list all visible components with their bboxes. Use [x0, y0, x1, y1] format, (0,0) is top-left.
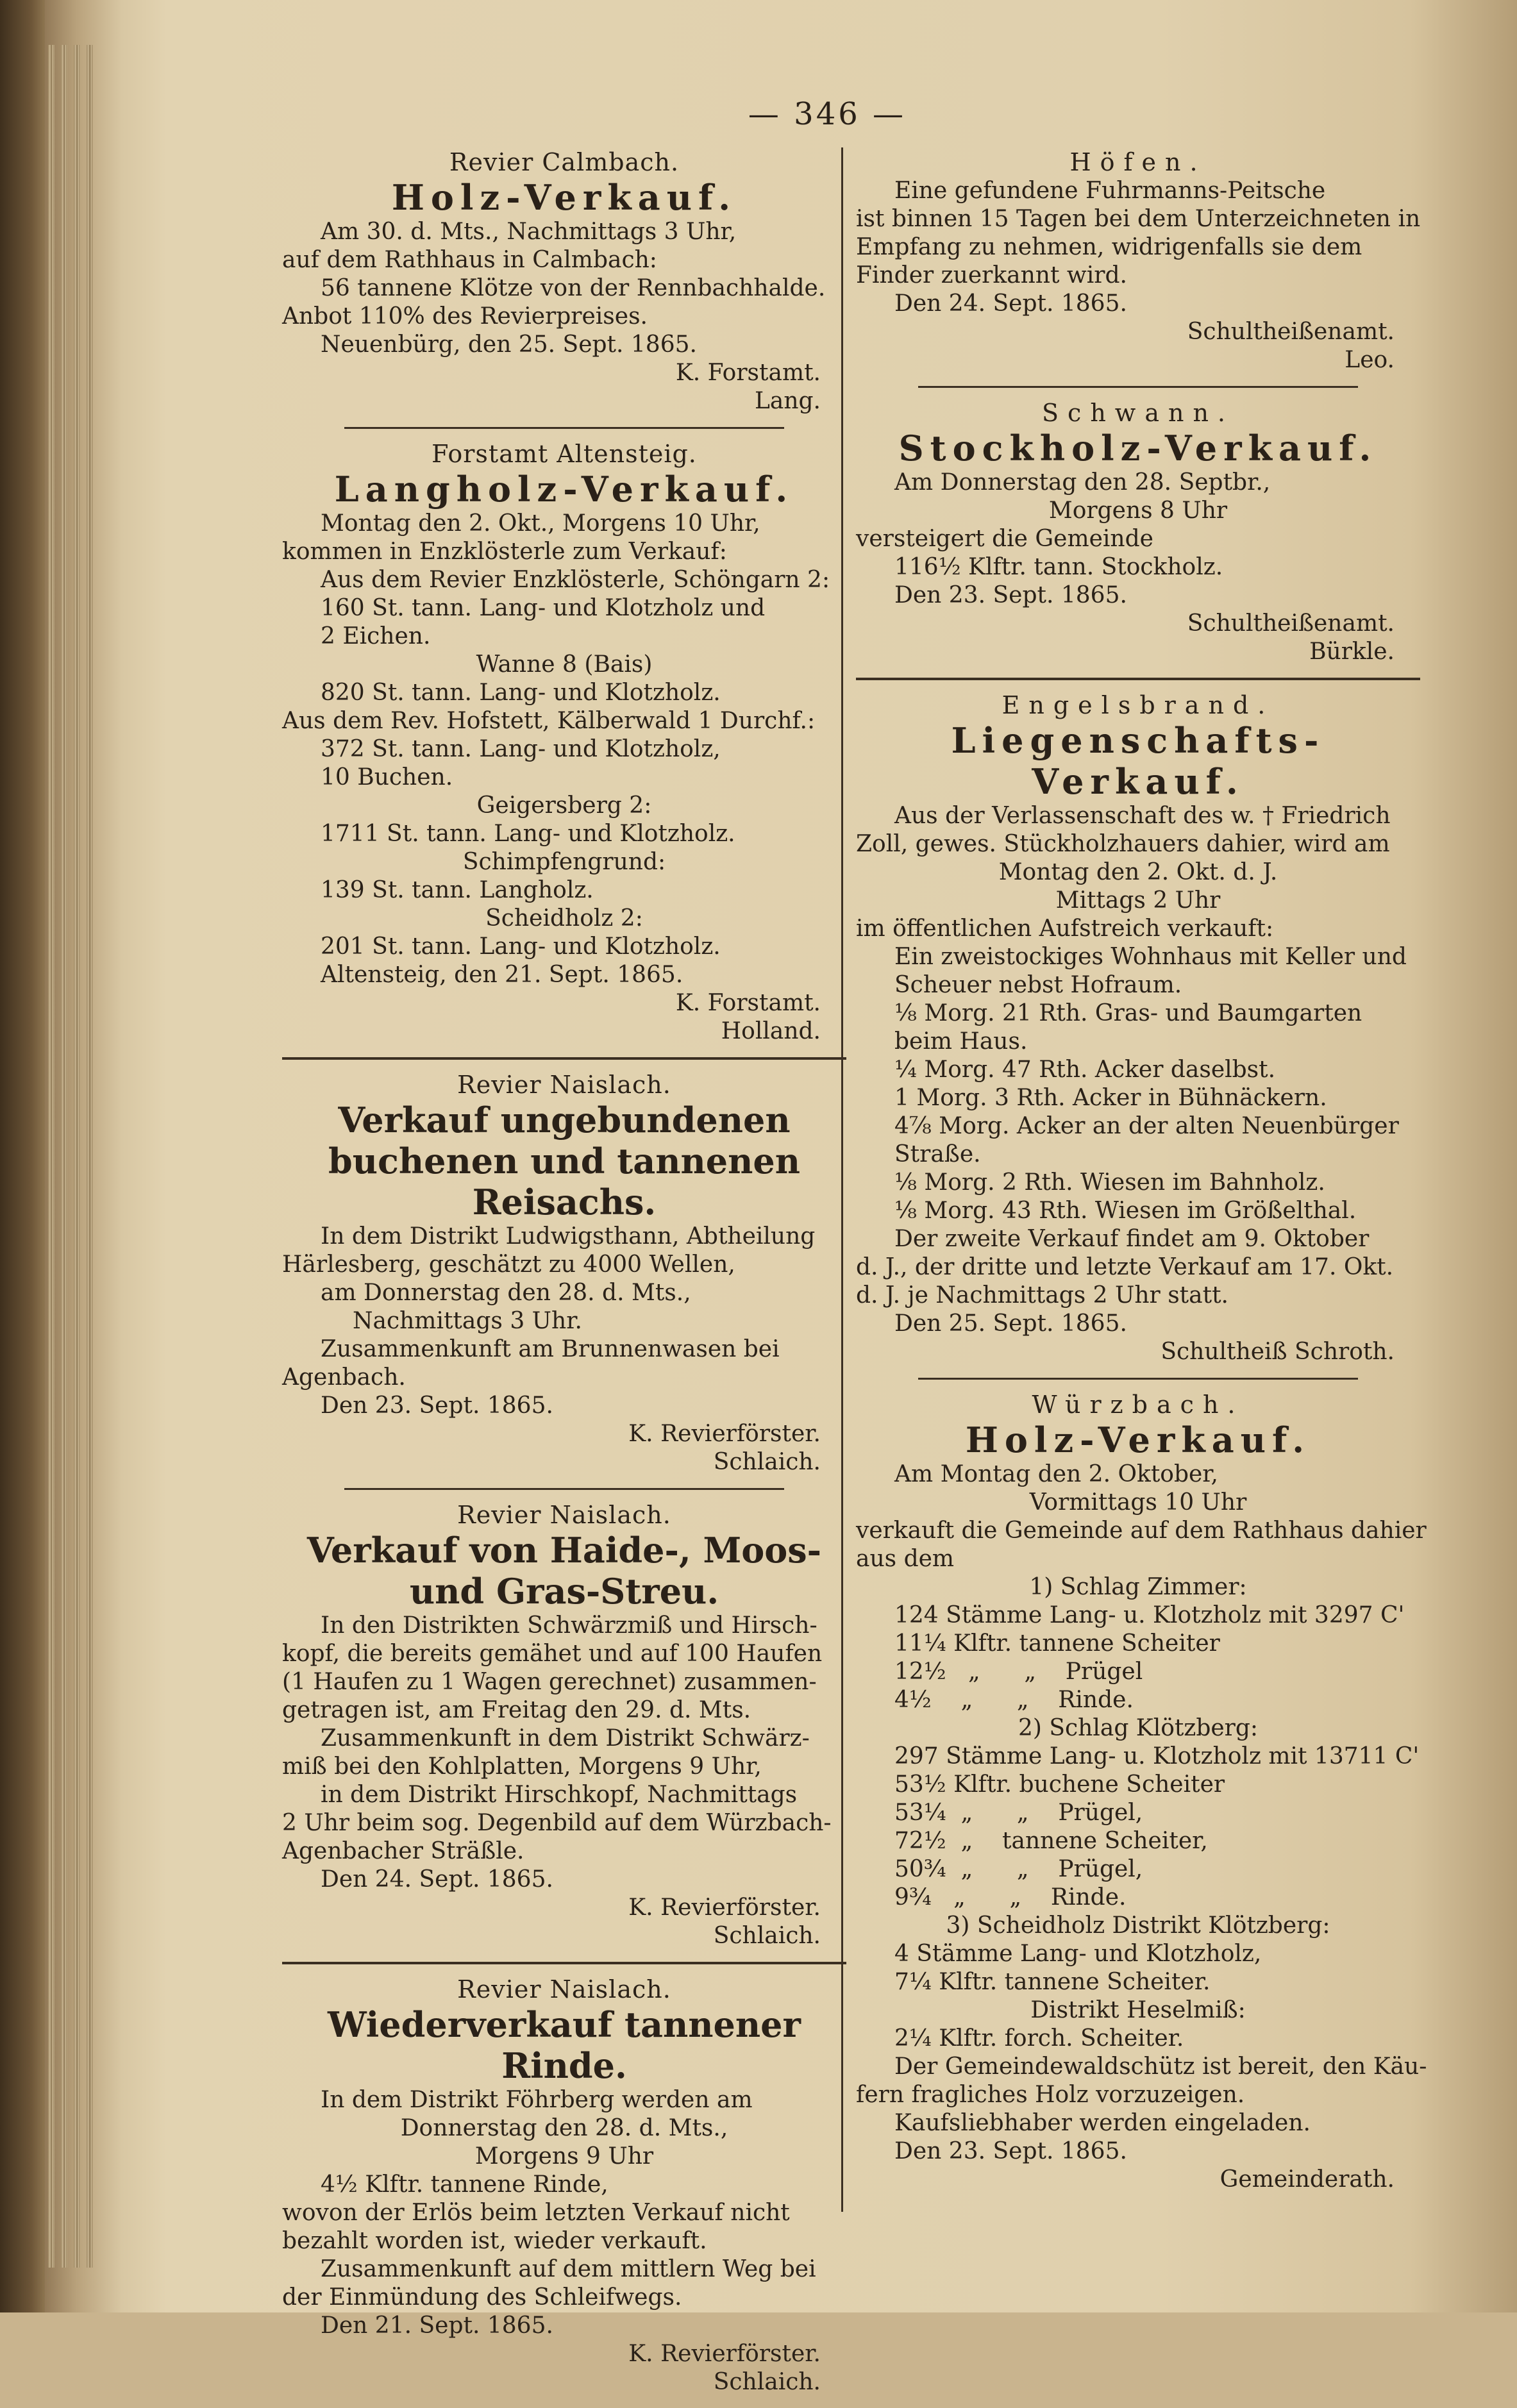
notice-line: Schlaich.	[713, 1923, 821, 1949]
notice-line: Schlaich.	[713, 2369, 821, 2395]
notice-line: 9¾ „ „ Rinde.	[894, 1884, 1127, 1911]
notice-line: bezahlt worden ist, wieder verkauft.	[282, 2228, 707, 2254]
notice-line: 53½ Klftr. buchene Scheiter	[894, 1771, 1225, 1798]
notice-line: Agenbach.	[282, 1364, 406, 1391]
notice-separator	[856, 678, 1420, 680]
notice-line: ist binnen 15 Tagen bei dem Unterzeichneten in	[856, 206, 1421, 232]
notice-line: 2 Eichen.	[321, 623, 431, 649]
notice-line: Schlaich.	[713, 1449, 821, 1475]
notice-location: Engelsbrand.	[1002, 691, 1275, 719]
notice-line: Distrikt Heselmiß:	[1030, 1997, 1246, 2023]
notice-line: Holland.	[721, 1018, 821, 1044]
notice-location: Schwann.	[1042, 399, 1234, 427]
notice-line: Zusammenkunft am Brunnenwasen bei	[321, 1336, 780, 1362]
notice-heading: Stockholz-Verkauf.	[898, 428, 1378, 469]
notice-line: Gemeinderath.	[1219, 2166, 1395, 2193]
notice-line: 124 Stämme Lang- u. Klotzholz mit 3297 C'	[894, 1602, 1405, 1628]
notice-separator	[282, 1962, 846, 1964]
notice-separator	[282, 1057, 846, 1060]
notice-line: Den 24. Sept. 1865.	[321, 1866, 553, 1893]
notice-line: Den 23. Sept. 1865.	[894, 582, 1127, 608]
notice-line: 1711 St. tann. Lang- und Klotzholz.	[321, 821, 735, 847]
page-number: — 346 —	[748, 96, 907, 132]
notice-line: 2 Uhr beim sog. Degenbild auf dem Würzbach-	[282, 1810, 832, 1836]
notice-line: 4½ „ „ Rinde.	[894, 1687, 1134, 1713]
notice-line: 160 St. tann. Lang- und Klotzholz und	[321, 595, 766, 621]
notice-line: Härlesberg, geschätzt zu 4000 Wellen,	[282, 1251, 735, 1278]
notice-line: Scheuer nebst Hofraum.	[894, 972, 1182, 998]
notice-line: Neuenbürg, den 25. Sept. 1865.	[321, 331, 697, 358]
notice-line: 2) Schlag Klötzberg:	[1018, 1715, 1259, 1741]
notice-line: Den 23. Sept. 1865.	[894, 2138, 1127, 2164]
notice-line: Agenbacher Sträßle.	[282, 1838, 524, 1864]
notice	[856, 147, 1420, 374]
right-column	[856, 147, 1427, 2205]
notice-line: Altensteig, den 21. Sept. 1865.	[321, 962, 683, 988]
notice-line: beim Haus.	[894, 1028, 1028, 1055]
notice-line: Empfang zu nehmen, widrigenfalls sie dem	[856, 234, 1362, 260]
notice-line: Straße.	[894, 1141, 981, 1167]
notice-line: Finder zuerkannt wird.	[856, 262, 1127, 288]
notice-line: ¼ Morg. 47 Rth. Acker daselbst.	[894, 1057, 1276, 1083]
notice-line: 1) Schlag Zimmer:	[1029, 1574, 1247, 1600]
notice-line: d. J. je Nachmittags 2 Uhr statt.	[856, 1282, 1228, 1309]
notice-line: Den 25. Sept. 1865.	[894, 1310, 1127, 1337]
notice-line: Zoll, gewes. Stückholzhauers dahier, wird am	[856, 831, 1390, 857]
notice-line: miß bei den Kohlplatten, Morgens 9 Uhr,	[282, 1753, 762, 1780]
notice-line: K. Revierförster.	[628, 1894, 821, 1921]
notice-line: Scheidholz 2:	[485, 905, 643, 932]
notice-line: 4½ Klftr. tannene Rinde,	[321, 2171, 608, 2198]
notice-line: Zusammenkunft auf dem mittlern Weg bei	[321, 2256, 816, 2282]
notice-line: Vormittags 10 Uhr	[1029, 1489, 1247, 1516]
notice-location: Würzbach.	[1032, 1391, 1245, 1419]
notice-line: In dem Distrikt Ludwigsthann, Abtheilung	[321, 1223, 816, 1250]
notice-line: K. Forstamt.	[675, 360, 821, 386]
notice-heading: Verkauf von Haide-, Moos- und Gras-Streu.	[306, 1530, 822, 1612]
notice-location: Revier Naislach.	[457, 1501, 671, 1529]
notice-line: 372 St. tann. Lang- und Klotzholz,	[321, 736, 721, 762]
notice	[282, 1975, 846, 2396]
notice-line: kommen in Enzklösterle zum Verkauf:	[282, 539, 727, 565]
notice-location: Forstamt Altensteig.	[432, 440, 697, 468]
notice-location: Revier Calmbach.	[449, 148, 680, 176]
notice-line: getragen ist, am Freitag den 29. d. Mts.	[282, 1697, 751, 1723]
notice-line: 53¼ „ „ Prügel,	[894, 1800, 1143, 1826]
notice-line: 1 Morg. 3 Rth. Acker in Bühnäckern.	[894, 1085, 1327, 1111]
notice-line: Montag den 2. Okt. d. J.	[998, 859, 1278, 885]
notice-line: Montag den 2. Okt., Morgens 10 Uhr,	[321, 510, 760, 537]
notice-heading: Liegenschafts-Verkauf.	[951, 720, 1325, 802]
notice-line: Bürkle.	[1309, 639, 1395, 665]
notice-line: 139 St. tann. Langholz.	[321, 877, 594, 903]
notice-line: Schultheißenamt.	[1187, 610, 1395, 637]
notice-line: Kaufsliebhaber werden eingeladen.	[894, 2110, 1311, 2136]
notice-line: Zusammenkunft in dem Distrikt Schwärz-	[321, 1725, 810, 1752]
notice-line: Aus dem Rev. Hofstett, Kälberwald 1 Durchf.:	[282, 708, 816, 734]
notice-separator	[918, 1378, 1358, 1380]
notice	[856, 398, 1420, 666]
notice-line: ⅛ Morg. 2 Rth. Wiesen im Bahnholz.	[894, 1169, 1325, 1196]
notice-line: Geigersberg 2:	[476, 792, 652, 819]
notice-line: wovon der Erlös beim letzten Verkauf nicht	[282, 2200, 790, 2226]
notice-line: Donnerstag den 28. d. Mts.,	[400, 2115, 728, 2141]
notice-line: 7¼ Klftr. tannene Scheiter.	[894, 1969, 1211, 1995]
notice-line: K. Forstamt.	[675, 990, 821, 1016]
notice-line: 820 St. tann. Lang- und Klotzholz.	[321, 680, 721, 706]
notice-line: ⅛ Morg. 21 Rth. Gras- und Baumgarten	[894, 1000, 1362, 1026]
notice-line: (1 Haufen zu 1 Wagen gerechnet) zusammen-	[282, 1669, 817, 1695]
notice-line: Nachmittags 3 Uhr.	[353, 1308, 582, 1334]
notice-line: d. J., der dritte und letzte Verkauf am 17. Okt.	[856, 1254, 1394, 1280]
page-edge	[48, 45, 54, 2268]
notice-line: 12½ „ „ Prügel	[894, 1659, 1143, 1685]
notice-line: Am Montag den 2. Oktober,	[894, 1461, 1219, 1487]
notice-line: 4⅞ Morg. Acker an der alten Neuenbürger	[894, 1113, 1399, 1139]
notice-line: Am Donnerstag den 28. Septbr.,	[894, 469, 1271, 496]
notice-separator	[918, 386, 1358, 388]
notice-line: Schimpfengrund:	[462, 849, 666, 875]
notice-heading: Wiederverkauf tannener Rinde.	[328, 2004, 801, 2086]
notice-line: Ein zweistockiges Wohnhaus mit Keller und	[894, 944, 1407, 970]
notice-line: Morgens 9 Uhr	[474, 2143, 654, 2170]
notice-line: versteigert die Gemeinde	[856, 526, 1153, 552]
notice-location: Revier Naislach.	[457, 1071, 671, 1099]
left-column	[282, 147, 846, 2408]
notice-line: 50¾ „ „ Prügel,	[894, 1856, 1143, 1882]
notice-line: Schultheißenamt.	[1187, 319, 1395, 345]
notice-line: Aus der Verlassenschaft des w. † Friedrich	[894, 803, 1391, 829]
notice-location: Höfen.	[1069, 148, 1207, 176]
notice-line: im öffentlichen Aufstreich verkauft:	[856, 916, 1274, 942]
notice-heading: Langholz-Verkauf.	[334, 469, 794, 510]
notice	[282, 147, 846, 415]
notice-line: K. Revierförster.	[628, 2341, 821, 2367]
notice-line: 11¼ Klftr. tannene Scheiter	[894, 1630, 1220, 1657]
notice-line: 72½ „ tannene Scheiter,	[894, 1828, 1208, 1854]
page-edge	[74, 45, 80, 2268]
notice-line: aus dem	[856, 1546, 955, 1572]
notice-line: Den 23. Sept. 1865.	[321, 1392, 553, 1419]
notice-heading: Holz-Verkauf.	[965, 1419, 1311, 1460]
page-edge	[61, 45, 67, 2268]
notice-line: Den 24. Sept. 1865.	[894, 290, 1127, 317]
column-divider	[841, 147, 843, 2212]
notice-separator	[344, 1488, 784, 1490]
notice-line: Den 21. Sept. 1865.	[321, 2312, 553, 2339]
notice-location: Revier Naislach.	[457, 1975, 671, 2003]
notice	[282, 439, 846, 1046]
notice-line: In dem Distrikt Föhrberg werden am	[321, 2087, 753, 2113]
notice-line: Schultheiß Schroth.	[1161, 1339, 1395, 1365]
notice-line: Eine gefundene Fuhrmanns-Peitsche	[894, 178, 1326, 204]
notice-line: ⅛ Morg. 43 Rth. Wiesen im Größelthal.	[894, 1198, 1357, 1224]
notice-line: Leo.	[1345, 347, 1395, 373]
notice-line: Der zweite Verkauf findet am 9. Oktober	[894, 1226, 1370, 1252]
notice-line: 4 Stämme Lang- und Klotzholz,	[894, 1941, 1262, 1967]
notice-line: Der Gemeindewaldschütz ist bereit, den Käu-	[894, 2053, 1427, 2080]
notice-line: 116½ Klftr. tann. Stockholz.	[894, 554, 1223, 580]
notice-line: 10 Buchen.	[321, 764, 453, 790]
notice-line: in dem Distrikt Hirschkopf, Nachmittags	[321, 1782, 798, 1808]
notice-line: Morgens 8 Uhr	[1048, 497, 1228, 524]
notice-line: kopf, die bereits gemähet und auf 100 Haufen	[282, 1641, 823, 1667]
notice-line: Aus dem Revier Enzklösterle, Schöngarn 2:	[321, 567, 830, 593]
notice-line: Mittags 2 Uhr	[1055, 887, 1221, 914]
notice	[282, 1070, 846, 1476]
page-edge	[87, 45, 93, 2268]
notice-line: 2¼ Klftr. forch. Scheiter.	[894, 2025, 1184, 2052]
notice	[856, 1390, 1427, 2194]
notice-heading: Holz-Verkauf.	[391, 177, 737, 218]
notice-line: fern fragliches Holz vorzuzeigen.	[856, 2082, 1245, 2108]
book-spine	[0, 0, 45, 2312]
notice-heading: Verkauf ungebundenen buchenen und tannenen Reisachs.	[328, 1099, 800, 1223]
notice-line: K. Revierförster.	[628, 1421, 821, 1447]
notice-line: Anbot 110% des Revierpreises.	[282, 303, 648, 330]
notice-line: 297 Stämme Lang- u. Klotzholz mit 13711 C'	[894, 1743, 1420, 1769]
notice-line: Am 30. d. Mts., Nachmittags 3 Uhr,	[321, 219, 737, 245]
notice	[856, 690, 1420, 1366]
notice-separator	[344, 427, 784, 429]
notice-line: 201 St. tann. Lang- und Klotzholz.	[321, 933, 721, 960]
notice-line: In den Distrikten Schwärzmiß und Hirsch-	[321, 1612, 817, 1639]
notice-line: 3) Scheidholz Distrikt Klötzberg:	[946, 1912, 1330, 1939]
notice-line: auf dem Rathhaus in Calmbach:	[282, 247, 657, 273]
notice	[282, 1500, 846, 1950]
notice-line: der Einmündung des Schleifwegs.	[282, 2284, 682, 2311]
notice-line: Wanne 8 (Bais)	[476, 651, 653, 678]
notice-line: am Donnerstag den 28. d. Mts.,	[321, 1280, 691, 1306]
notice-line: Lang.	[754, 388, 821, 414]
notice-line: 56 tannene Klötze von der Rennbachhalde.	[321, 275, 826, 301]
notice-line: verkauft die Gemeinde auf dem Rathhaus dahier	[856, 1518, 1427, 1544]
